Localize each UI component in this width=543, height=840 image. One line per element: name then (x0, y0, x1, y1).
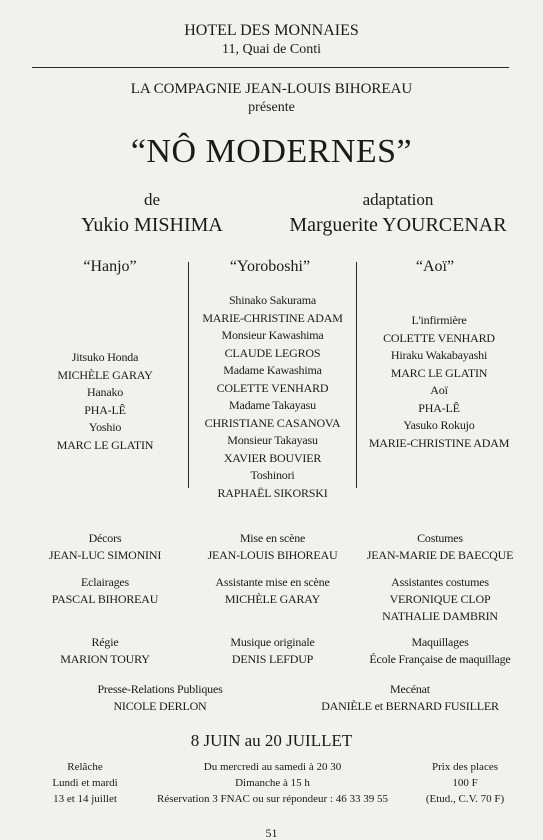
cast-actor: MICHÈLE GARAY (57, 367, 153, 382)
crew-regie (20, 634, 190, 668)
cast-actor: XAVIER BOUVIER (223, 450, 322, 465)
cast-role: Hanako (86, 385, 124, 399)
cast-actor: MARC LE GLATIN (56, 437, 154, 452)
show-title: “NÔ MODERNES” (130, 133, 413, 170)
crew-costumes (355, 530, 525, 564)
adaptation-name: Marguerite YOURCENAR (289, 214, 507, 236)
crew-person: NICOLE DERLON (113, 699, 207, 713)
footer-horaires (140, 759, 405, 807)
company-presents: présente (248, 100, 295, 115)
crew-person: JEAN-MARIE DE BAECQUE (366, 548, 514, 562)
crew-person: DANIÈLE et BERNARD FUSILLER (321, 699, 499, 713)
crew-role: Costumes (417, 531, 463, 545)
cast-role: Madame Kawashima (223, 363, 322, 377)
crew-mecenat (300, 681, 520, 715)
crew-person: JEAN-LOUIS BIHOREAU (207, 548, 338, 562)
cast-role: Madame Takayasu (229, 398, 316, 412)
footer-line: Relâche (67, 761, 103, 773)
cast-role: Aoï (430, 383, 448, 397)
cast-actor: COLETTE VENHARD (383, 330, 495, 345)
crew-role: Assistante mise en scène (215, 575, 330, 589)
adaptation-label: adaptation (362, 190, 434, 209)
header-rule (32, 67, 509, 68)
crew-person: NATHALIE DAMBRIN (382, 609, 498, 623)
play-title-yoroboshi: “Yoroboshi” (229, 258, 311, 275)
cast-actor: COLETTE VENHARD (216, 380, 329, 395)
cast-role: Toshinori (250, 468, 295, 482)
crew-role: Presse-Relations Publiques (97, 682, 223, 696)
venue-name: HOTEL DES MONNAIES (184, 22, 359, 39)
play-title-aoi: “Aoï” (415, 258, 455, 275)
crew-role: Eclairages (81, 575, 129, 589)
crew-person: PASCAL BIHOREAU (51, 592, 159, 606)
crew-person: École Française de maquillage (369, 652, 511, 666)
cast-role: Yasuko Rokujo (403, 418, 475, 432)
crew-role: Régie (91, 635, 119, 649)
crew-person: DENIS LEFDUP (231, 652, 314, 666)
crew-eclairages (20, 574, 190, 608)
column-divider-right (356, 262, 357, 488)
cast-actor: CHRISTIANE CASANOVA (204, 415, 341, 430)
crew-role: Mecénat (390, 682, 430, 696)
page-number: 51 (265, 826, 278, 840)
cast-actor: MARIE-CHRISTINE ADAM (368, 435, 510, 450)
cast-role: L'infirmière (411, 313, 467, 327)
venue-address: 11, Quai de Conti (221, 42, 322, 57)
cast-actor: PHA-LÊ (84, 402, 126, 417)
crew-person: MARION TOURY (60, 652, 150, 666)
crew-presse (60, 681, 260, 715)
cast-actor: CLAUDE LEGROS (224, 345, 321, 360)
cast-yoroboshi (190, 292, 355, 502)
cast-role: Yoshio (88, 420, 122, 434)
cast-actor: PHA-LÊ (418, 400, 460, 415)
column-divider-left (188, 262, 189, 488)
cast-hanjo (30, 349, 180, 454)
footer-line: 100 F (452, 777, 478, 789)
footer-line: (Etud., C.V. 70 F) (425, 793, 505, 805)
crew-role: Musique originale (230, 635, 315, 649)
footer-line: Du mercredi au samedi à 20 30 (203, 761, 342, 773)
footer-line: 13 et 14 juillet (53, 793, 117, 805)
footer-relache (30, 759, 140, 807)
author-name: Yukio MISHIMA (81, 214, 223, 236)
cast-role: Shinako Sakurama (228, 293, 317, 307)
cast-role: Jitsuko Honda (71, 350, 139, 364)
crew-person: VERONIQUE CLOP (389, 592, 491, 606)
company-name: LA COMPAGNIE JEAN-LOUIS BIHOREAU (130, 81, 413, 97)
footer-line: Prix des places (432, 761, 498, 773)
cast-actor: RAPHAËL SIKORSKI (217, 485, 328, 500)
crew-person: JEAN-LUC SIMONINI (48, 548, 162, 562)
crew-role: Assistantes costumes (391, 575, 489, 589)
crew-person: MICHÈLE GARAY (224, 592, 321, 606)
footer-line: Lundi et mardi (52, 777, 118, 789)
cast-role: Monsieur Takayasu (227, 433, 318, 447)
crew-musique (190, 634, 355, 668)
crew-maquillages (345, 634, 535, 668)
crew-assistantes-costumes (355, 574, 525, 625)
play-title-hanjo: “Hanjo” (83, 258, 137, 275)
crew-assistante-mise-en-scene (190, 574, 355, 608)
performance-dates: 8 JUIN au 20 JUILLET (190, 731, 353, 750)
cast-aoi (358, 312, 520, 452)
footer-prix (405, 759, 525, 807)
crew-role: Mise en scène (239, 531, 306, 545)
footer-line: Réservation 3 FNAC ou sur répondeur : 46 33 39 55 (157, 793, 388, 805)
author-label: de (143, 190, 161, 209)
crew-decors (20, 530, 190, 564)
cast-role: Hiraku Wakabayashi (390, 348, 488, 362)
crew-mise-en-scene (190, 530, 355, 564)
cast-actor: MARC LE GLATIN (390, 365, 488, 380)
cast-role: Monsieur Kawashima (221, 328, 324, 342)
footer-line: Dimanche à 15 h (235, 777, 310, 789)
crew-role: Maquillages (411, 635, 469, 649)
cast-actor: MARIE-CHRISTINE ADAM (202, 310, 343, 325)
crew-role: Décors (88, 531, 122, 545)
